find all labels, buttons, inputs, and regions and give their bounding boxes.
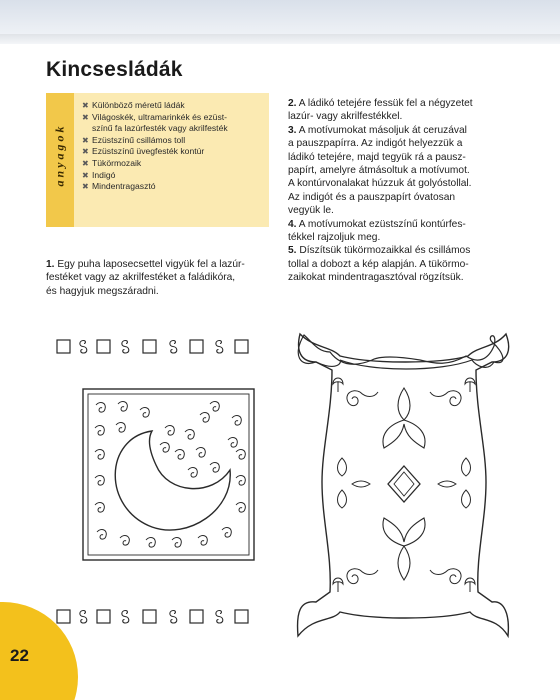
step-2-text: 2. A ládikó tetejére fessük fel a négyzetet lazúr- vagy akrilfestékkel. (288, 98, 473, 123)
bullet-icon: ✖ (82, 112, 89, 122)
step-3-text: 3. A motívumokat másoljuk át ceruzával a pauszpapírra. Az indigót helyezzük a ládikó tetejére, majd tegyük rá a pausz- papírt, amelyre átmásoltuk a motívumot. A kontúrvonalakat húzzuk át golyóstollal. Az indigót és a pauszpapírt óvatosan vegyük le. (288, 124, 472, 217)
bullet-icon: ✖ (82, 158, 89, 168)
bullet-icon: ✖ (82, 101, 89, 110)
carpet-motif (298, 334, 509, 636)
border-strip-top (57, 340, 248, 353)
list-item: ✖ Mindentragasztó (82, 181, 156, 192)
list-item: ✖ Világoskék, ultramarinkék és ezüst- (82, 111, 228, 122)
bullet-icon: ✖ (82, 170, 89, 180)
bullet-icon: ✖ (82, 135, 89, 145)
page-number: 22 (10, 646, 29, 665)
bullet-icon: ✖ (82, 147, 89, 157)
step-1-text: 1. Egy puha laposecsettel vigyük fel a lazúr- festéket vagy az akrilfestéket a faládikóra, és hagyjuk megszáradni. (46, 259, 245, 297)
step-4-text: 4. A motívumokat ezüstszínű kontúrfes- tékkel rajzoljuk meg. (288, 218, 466, 244)
list-item: ✖ Tükörmozaik (82, 157, 142, 168)
bullet-icon: ✖ (82, 182, 89, 192)
materials-label: anyagok (52, 123, 67, 187)
list-item: ✖ Ezüstszínű üvegfesték kontúr (82, 146, 205, 157)
step-5-text: 5. Díszítsük tükörmozaikkal és csillámos tollal a dobozt a kép alapján. A tükörmo- zaikokat mindentragasztóval rögzítsük. (288, 245, 471, 284)
border-strip-bottom (57, 610, 248, 623)
list-item: ✖ Ezüstszínű csillámos toll (82, 134, 186, 145)
square-moon-motif (83, 389, 254, 560)
list-item-continuation: színű fa lazúrfesték vagy akrilfesték (92, 123, 228, 134)
list-item: ✖ Indigó (82, 169, 116, 180)
page-title: Kincsesládák (46, 58, 183, 81)
list-item: ✖ Különböző méretű ládák (82, 100, 185, 110)
